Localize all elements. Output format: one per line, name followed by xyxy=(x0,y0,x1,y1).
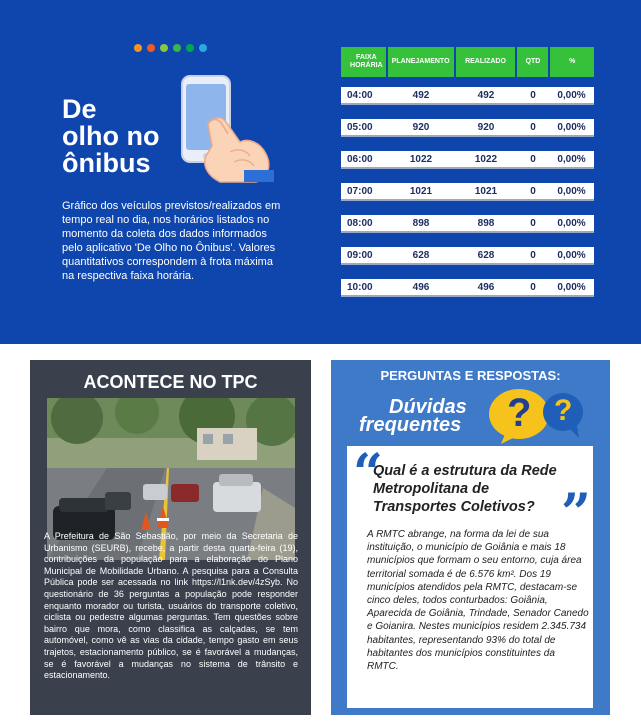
planned-cell: 496 xyxy=(412,281,430,293)
table-row xyxy=(341,87,594,105)
planned-cell: 898 xyxy=(412,217,430,229)
hero-section xyxy=(0,0,641,344)
quantity-cell: 0 xyxy=(530,121,536,133)
news-body: A Prefeitura de São Sebastião, por meio da Secretaria de Urbanismo (SEURB), recebe, a partir desta quarta-feira (19), contribuições da população para a elaboração do Plano Municipal de Mobilidade Urbano. A pesquisa para a Consulta Pública pode ser acessada no link https://l1nk.dev/4zSyb. No questionário de 36 perguntas a população pode responder enquanto morador ou turista, usuários do transporte coletivo, ciclista ou pedestre algumas perguntas. Tem questões sobre bairro que mora, como classifica as calçadas, se tem automóvel, como vê as vias da cidade, tempo gasto em seus trajetos, estacionamento público, se é favorável a mudanças, se é favorável a mudanças no sistema de trânsito e estacionamento. xyxy=(44,531,298,681)
header-quantity: QTD xyxy=(517,47,548,77)
news-card xyxy=(30,360,311,715)
percent-cell: 0,00% xyxy=(557,281,586,293)
quantity-cell: 0 xyxy=(530,217,536,229)
question-mark-large: ? xyxy=(507,391,532,435)
realized-cell: 1022 xyxy=(474,153,498,165)
percent-cell: 0,00% xyxy=(557,249,586,261)
faq-answer: A RMTC abrange, na forma da lei de sua instituição, o município de Goiânia e mais 18 municípios que formam o seu entorno, cuja área territorial somada é de 6.576 km². Dos 19 municípios atendidos pela RMTC, destacam-se cinco deles, todos conturbados: Goiânia, Aparecida de Goiânia, Trindade, Senador Canedo e Goianira. Nestes municípios residem 2.345.734 habitantes, representando 93% do total de habitantes dos municípios constituintes da RMTC. xyxy=(367,529,589,673)
fleet-table xyxy=(341,47,594,311)
hero-title-line: ônibus xyxy=(62,148,151,178)
hero-title-line: olho no xyxy=(62,121,160,151)
table-row xyxy=(341,119,594,137)
realized-cell: 898 xyxy=(477,217,495,229)
quantity-cell: 0 xyxy=(530,281,536,293)
faq-card xyxy=(331,360,610,715)
quantity-cell: 0 xyxy=(530,249,536,261)
table-row xyxy=(341,247,594,265)
percent-cell: 0,00% xyxy=(557,121,586,133)
realized-cell: 628 xyxy=(477,249,495,261)
hero-title-line: De xyxy=(62,94,97,124)
planned-cell: 628 xyxy=(412,249,430,261)
decorative-dot xyxy=(199,44,207,52)
percent-cell: 0,00% xyxy=(557,153,586,165)
decorative-dot xyxy=(173,44,181,52)
open-quote-icon: “ xyxy=(353,443,383,504)
header-realized: REALIZADO xyxy=(456,47,516,77)
header-percent: % xyxy=(550,47,594,77)
decorative-dot xyxy=(186,44,194,52)
realized-cell: 496 xyxy=(477,281,495,293)
planned-cell: 492 xyxy=(412,89,430,101)
table-row xyxy=(341,183,594,201)
time-cell: 10:00 xyxy=(347,281,373,293)
faq-heading-line1: Dúvidas xyxy=(389,396,467,418)
planned-cell: 920 xyxy=(412,121,430,133)
time-cell: 06:00 xyxy=(347,153,373,165)
decorative-dot xyxy=(134,44,142,52)
percent-cell: 0,00% xyxy=(557,185,586,197)
hero-description: Gráfico dos veículos previstos/realizados em tempo real no dia, nos horários listados no momento da coleta dos dados informados pelo aplicativo 'De Olho no Ônibus'. Valores quantitativos correspondem à frota máxima na respectiva faixa horária. xyxy=(62,200,281,282)
table-row xyxy=(341,215,594,233)
hand-phone-icon xyxy=(168,72,280,184)
realized-cell: 492 xyxy=(477,89,495,101)
question-mark-small: ? xyxy=(554,394,573,427)
faq-section-title: PERGUNTAS E RESPOSTAS: xyxy=(380,368,561,383)
quantity-cell: 0 xyxy=(530,185,536,197)
percent-cell: 0,00% xyxy=(557,217,586,229)
header-time-range: FAIXA HORÁRIA xyxy=(341,47,386,77)
planned-cell: 1021 xyxy=(409,185,433,197)
faq-heading-line2: frequentes xyxy=(359,414,462,436)
time-cell: 04:00 xyxy=(347,89,373,101)
close-quote-icon: ” xyxy=(561,483,591,544)
table-row xyxy=(341,279,594,297)
time-cell: 08:00 xyxy=(347,217,373,229)
question-bubbles-icon xyxy=(487,388,587,444)
decorative-dot xyxy=(160,44,168,52)
quantity-cell: 0 xyxy=(530,153,536,165)
decorative-dots xyxy=(134,44,207,52)
decorative-dot xyxy=(147,44,155,52)
time-cell: 09:00 xyxy=(347,249,373,261)
table-header xyxy=(341,47,594,77)
time-cell: 07:00 xyxy=(347,185,373,197)
faq-content-box xyxy=(347,443,593,708)
planned-cell: 1022 xyxy=(409,153,433,165)
table-row xyxy=(341,151,594,169)
time-cell: 05:00 xyxy=(347,121,373,133)
percent-cell: 0,00% xyxy=(557,89,586,101)
header-planned: PLANEJAMENTO xyxy=(388,47,454,77)
realized-cell: 1021 xyxy=(474,185,498,197)
quantity-cell: 0 xyxy=(530,89,536,101)
faq-question: Qual é a estrutura da Rede Metropolitana de Transportes Coletivos? xyxy=(373,463,557,515)
realized-cell: 920 xyxy=(477,121,495,133)
table-body xyxy=(341,87,594,297)
news-title: ACONTECE NO TPC xyxy=(83,372,258,392)
